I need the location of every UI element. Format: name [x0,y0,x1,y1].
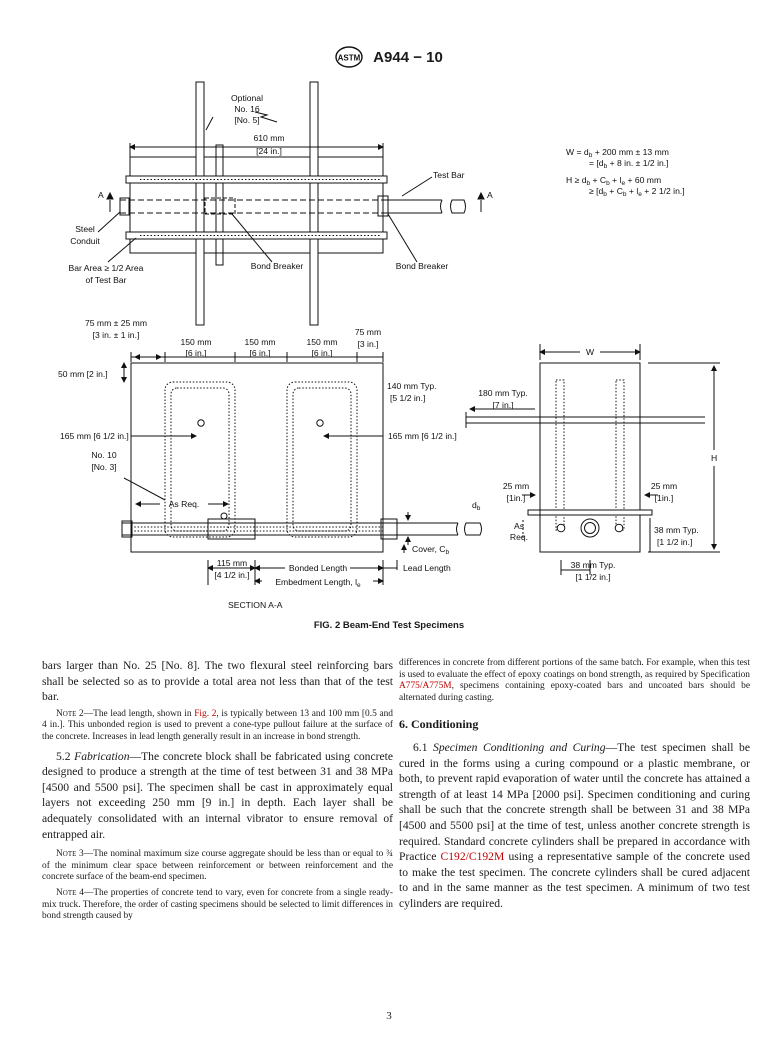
svg-text:[1 1/2 in.]: [1 1/2 in.] [657,537,693,547]
bond-breaker-section [208,519,255,539]
svg-text:150 mm: 150 mm [180,337,212,347]
a775-link[interactable]: A775/A775M [399,681,452,692]
svg-text:610 mm: 610 mm [253,133,285,143]
logo-text: ASTM [337,53,361,63]
steel-conduit [120,198,129,215]
svg-text:[No. 5]: [No. 5] [234,115,260,125]
svg-text:[1in.]: [1in.] [654,493,674,503]
svg-text:25 mm: 25 mm [502,481,530,491]
svg-text:As: As [513,521,525,531]
svg-text:[6 in.]: [6 in.] [249,348,271,358]
svg-text:165 mm [6 1/2 in.]: 165 mm [6 1/2 in.] [60,431,129,441]
svg-text:= [db + 8 in. ± 1/2 in.]: = [$d_b + 8$ in. ± 1/2 in.] [589,158,669,170]
svg-text:[6 in.]: [6 in.] [185,348,207,358]
svg-text:165 mm [6 1/2 in.]: 165 mm [6 1/2 in.] [388,431,457,441]
svg-text:140 mm Typ.: 140 mm Typ. [387,381,437,391]
end-labels [478,347,717,582]
plan-labels [69,93,685,285]
svg-text:Bar Area ≥ 1/2 Area: Bar Area ≥ 1/2 Area [68,263,144,273]
svg-text:As Req.: As Req. [168,499,200,509]
svg-text:38 mm Typ.: 38 mm Typ. [570,560,616,570]
note-4: Note 4—The properties of concrete tend to vary, even for concrete from a single ready-mix truck. Therefore, the order of casting specimens should be selected to limit differences in bond strength caused by [42,887,393,922]
svg-text:Req.: Req. [509,532,529,542]
page-header [0,46,778,68]
svg-text:[7 in.]: [7 in.] [492,400,514,410]
svg-text:180 mm Typ.: 180 mm Typ. [478,388,528,398]
svg-text:38 mm Typ.: 38 mm Typ. [654,525,699,535]
document-designation: A944 − 10 [373,48,443,66]
svg-text:[3 in. ± 1 in.]: [3 in. ± 1 in.] [92,330,140,340]
figure-caption: FIG. 2 Beam-End Test Specimens [313,620,465,631]
svg-text:[No. 3]: [No. 3] [91,462,117,472]
section-block [131,363,383,552]
svg-text:[1 1/2 in.]: [1 1/2 in.] [575,572,611,582]
svg-text:A: A [98,190,104,200]
svg-text:150 mm: 150 mm [244,337,276,347]
note-4-continued: differences in concrete from different portions of the same batch. For example, when this test is used to evaluate the effect of epoxy coatings on bond strength, as required by Specification A775/A775M, specimens containing epoxy-coated bars and uncoated bars should be alternated during casting. [399,658,750,703]
svg-text:SECTION A-A: SECTION A-A [228,600,283,610]
svg-text:db: $d_b$ [472,500,481,512]
svg-text:75 mm: 75 mm [354,327,382,337]
svg-text:25 mm: 25 mm [650,481,678,491]
flexural-bar-right [310,82,318,325]
svg-text:[3 in.]: [3 in.] [357,339,379,349]
svg-text:Bond Breaker: Bond Breaker [250,261,304,271]
svg-text:≥ [db + Cb + le + 2 1/2 in.]: ≥ [$d_b + C_b + l_e + 2$ 1/2 in.] [589,186,685,198]
paragraph-5-2: 5.2 Fabrication—The concrete block shall be fabricated using concrete designed to produce a strength at the time of test between 31 and 38 MPa [4500 and 5500 psi]. The specimen shall be cast in approximately equal layers not exceeding 250 mm [9 in.] in depth. Each layer shall be adequately consolidated with an internal vibrator to ensure removal of entrapped air. [42,749,393,841]
svg-text:50 mm [2 in.]: 50 mm [2 in.] [58,369,108,379]
svg-text:H: H [711,453,718,463]
svg-text:A: A [487,190,493,200]
page-number: 3 [386,1010,392,1022]
svg-text:Test Bar: Test Bar [433,170,465,180]
figure-2 [0,70,778,620]
svg-text:Bond Breaker: Bond Breaker [395,261,449,271]
svg-text:[6 in.]: [6 in.] [311,348,333,358]
svg-text:Embedment Length, le: Embedment Length, $l_e$ [275,577,361,589]
astm-logo-icon [335,46,363,68]
svg-text:No. 16: No. 16 [234,104,260,114]
plan-view [98,82,484,325]
svg-text:75 mm ± 25 mm: 75 mm ± 25 mm [84,318,148,328]
left-column [42,658,393,923]
svg-text:[4 1/2 in.]: [4 1/2 in.] [214,570,250,580]
svg-text:Steel: Steel [75,224,95,234]
section-heading-conditioning: 6. Conditioning [399,717,479,732]
flexural-bar-left [196,82,204,325]
optional-bar [216,145,223,265]
section-labels [58,318,481,610]
note-3: Note 3—The nominal maximum size course aggregate should be less than or equal to ¾ of the minimum clear space between reinforcement or between reinforcement and the concrete surface of the beam-end specimen. [42,849,393,883]
svg-text:[1in.]: [1in.] [506,493,526,503]
svg-text:Bonded Length: Bonded Length [288,563,348,573]
svg-text:W = db + 200 mm ± 13 mm: $W = d_b + 200$ mm ± 13 mm [566,147,669,159]
stirrup-right [287,382,357,537]
paragraph-6-1: 6.1 Specimen Conditioning and Curing—The test specimen shall be cured in the forms using a curing compound or a plastic membrane, or both, to prevent rapid evaporation of water until the concrete has attained a strength of at least 14 MPa [2000 psi]. Specimen conditioning and curing shall be such that the concrete strength shall be between 31 and 38 MPa [4500 and 5500 psi] at the time of test, unless another concrete strength is required. Standard concrete cylinders shall be prepared in accordance with Practice C192/C192M using a representative sample of the concrete used to make the test specimen. The concrete cylinders shall be cured adjacent to and in the same manner as the test specimen. A minimum of two test cylinders are required. [399,740,751,910]
svg-text:[5 1/2 in.]: [5 1/2 in.] [390,393,426,403]
svg-text:150 mm: 150 mm [306,337,338,347]
svg-text:Lead Length: Lead Length [403,563,451,573]
fig-2-link[interactable]: Fig. 2 [194,708,217,719]
svg-text:Conduit: Conduit [70,236,100,246]
svg-text:Optional: Optional [230,93,264,103]
svg-text:[24 in.]: [24 in.] [256,146,282,156]
c192-link[interactable]: C192/C192M [440,850,505,864]
paragraph-continued: bars larger than No. 25 [No. 8]. The two flexural steel reinforcing bars shall be selected so as to provide a total area not less than that of the test bar. [42,659,393,704]
svg-text:H ≥ db + Cb + le + 60 mm: $H \ge d_b + C_b + l_e + 60$ mm [566,175,662,187]
svg-text:115 mm: 115 mm [216,558,248,568]
svg-text:W: W [585,347,595,357]
note-2: Note 2—The lead length, shown in Fig. 2, is typically between 13 and 100 mm [0.5 and 4 in.]. This unbonded region is used to prevent a cone-type pullout failure at the surface of the concrete. Increases in lead length generally result in an increase in bond strength. [42,708,393,742]
svg-text:No. 10: No. 10 [91,450,117,460]
svg-text:Cover, Cb: Cover, $C_b$ [412,544,450,556]
right-column [399,658,750,912]
svg-text:of Test Bar: of Test Bar [85,275,127,285]
